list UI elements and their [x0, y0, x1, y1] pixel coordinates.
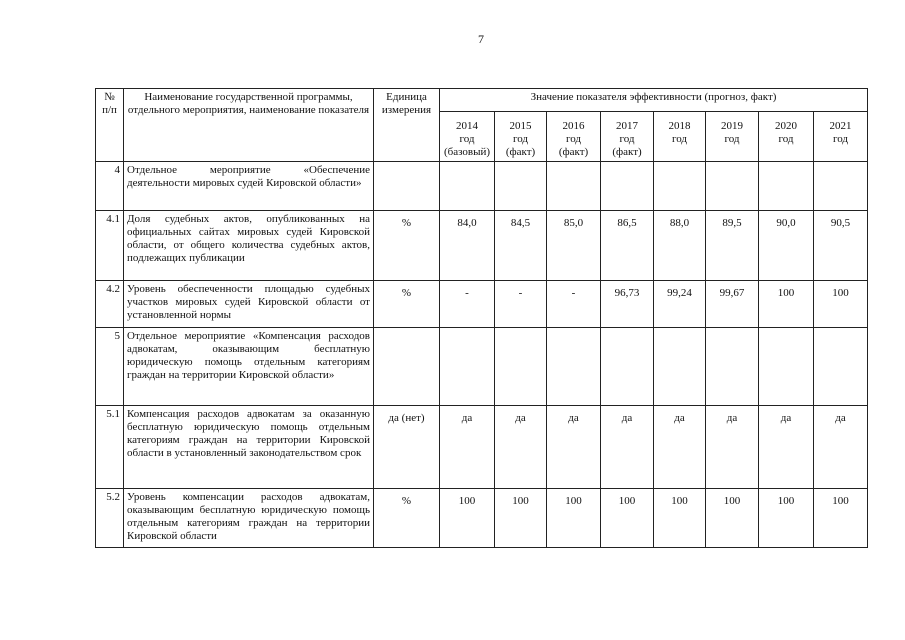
row-value-2018: 88,0: [654, 211, 706, 281]
row-value-2016: 100: [547, 489, 601, 548]
row-number: 5.1: [96, 406, 124, 489]
row-value-2017: 96,73: [601, 281, 654, 328]
row-value-2017: да: [601, 406, 654, 489]
header-year-2020: [759, 112, 814, 162]
row-value-2021: да: [814, 406, 868, 489]
table-row: [96, 281, 868, 328]
header-year-year: 2015: [509, 120, 532, 132]
row-unit: [374, 328, 440, 406]
row-indicator-name: Доля судебных актов, опубликованных на официальных сайтах мировых судей Кировской области, от общего количества судебных актов, подлежащих публикации: [124, 211, 374, 281]
header-year-year: 2021: [829, 120, 852, 132]
row-value-2015: [495, 162, 547, 211]
header-name: Наименование государственной программы, отдельного мероприятия, наименование показателя: [124, 89, 374, 162]
header-year-year: 2018: [668, 120, 691, 132]
row-value-2021: 100: [814, 489, 868, 548]
table-row: [96, 162, 868, 211]
indicators-table: [95, 88, 868, 548]
header-year-line2: год: [619, 133, 635, 145]
row-value-2016: [547, 328, 601, 406]
header-values: Значение показателя эффективности (прогноз, факт): [440, 89, 868, 112]
row-value-2016: да: [547, 406, 601, 489]
row-value-2021: [814, 328, 868, 406]
row-value-2014: [440, 328, 495, 406]
row-value-2018: 99,24: [654, 281, 706, 328]
header-year-line2: год: [833, 133, 849, 145]
header-year-year: 2017: [616, 120, 638, 132]
row-value-2015: 84,5: [495, 211, 547, 281]
header-year-line3: (базовый): [443, 146, 491, 158]
row-value-2015: -: [495, 281, 547, 328]
row-value-2014: да: [440, 406, 495, 489]
header-year-2017: [601, 112, 654, 162]
row-value-2021: 100: [814, 281, 868, 328]
row-value-2020: [759, 328, 814, 406]
header-year-line2: год: [565, 133, 582, 145]
row-number: 5: [96, 328, 124, 406]
header-year-2019: [706, 112, 759, 162]
header-year-year: 2014: [456, 120, 478, 132]
row-value-2020: 100: [759, 489, 814, 548]
header-year-line2: год: [724, 133, 740, 145]
row-value-2014: -: [440, 281, 495, 328]
header-year-line2: год: [671, 133, 688, 145]
row-number: 4: [96, 162, 124, 211]
row-value-2015: 100: [495, 489, 547, 548]
row-value-2018: 100: [654, 489, 706, 548]
row-value-2021: [814, 162, 868, 211]
row-value-2017: [601, 328, 654, 406]
row-value-2018: да: [654, 406, 706, 489]
row-unit: %: [374, 211, 440, 281]
row-value-2017: 100: [601, 489, 654, 548]
row-value-2017: [601, 162, 654, 211]
header-num: № п/п: [96, 89, 124, 162]
row-value-2019: 89,5: [706, 211, 759, 281]
header-year-line2: год: [459, 133, 475, 145]
row-value-2020: 100: [759, 281, 814, 328]
row-value-2020: [759, 162, 814, 211]
row-value-2019: [706, 162, 759, 211]
header-year-line3: (факт): [612, 146, 642, 158]
row-indicator-name: Уровень компенсации расходов адвокатам, оказывающим бесплатную юридическую помощь отдельным категориям граждан на территории Кировской области: [124, 489, 374, 548]
row-value-2019: [706, 328, 759, 406]
table-row: [96, 489, 868, 548]
row-value-2019: 99,67: [706, 281, 759, 328]
table-row: [96, 211, 868, 281]
row-indicator-name: Уровень обеспеченности площадью судебных участков мировых судей Кировской области от установленной нормы: [124, 281, 374, 328]
row-unit: [374, 162, 440, 211]
header-year-line3: (факт): [558, 146, 589, 158]
header-year-line2: год: [512, 133, 529, 145]
header-year-line2: год: [778, 133, 794, 145]
header-year-2021: [814, 112, 868, 162]
header-year-year: 2020: [775, 120, 797, 132]
row-value-2016: -: [547, 281, 601, 328]
row-indicator-name: Отдельное мероприятие «Обеспечение деятельности мировых судей Кировской области»: [124, 162, 374, 211]
header-unit: Единица измерения: [374, 89, 440, 162]
row-value-2020: 90,0: [759, 211, 814, 281]
row-unit: %: [374, 489, 440, 548]
header-year-2016: [547, 112, 601, 162]
row-value-2016: [547, 162, 601, 211]
row-value-2018: [654, 328, 706, 406]
row-value-2015: да: [495, 406, 547, 489]
page-number: 7: [478, 32, 484, 46]
row-value-2015: [495, 328, 547, 406]
row-value-2020: да: [759, 406, 814, 489]
table-row: [96, 328, 868, 406]
header-year-line3: (факт): [505, 146, 536, 158]
row-value-2021: 90,5: [814, 211, 868, 281]
row-number: 4.1: [96, 211, 124, 281]
header-year-2018: [654, 112, 706, 162]
header-year-2014: [440, 112, 495, 162]
row-value-2014: 100: [440, 489, 495, 548]
row-value-2019: 100: [706, 489, 759, 548]
row-value-2017: 86,5: [601, 211, 654, 281]
row-value-2019: да: [706, 406, 759, 489]
row-number: 5.2: [96, 489, 124, 548]
table-row: [96, 406, 868, 489]
header-year-2015: [495, 112, 547, 162]
row-value-2018: [654, 162, 706, 211]
row-unit: %: [374, 281, 440, 328]
row-indicator-name: Отдельное мероприятие «Компенсация расходов адвокатам, оказывающим бесплатную юридическую помощь отдельным категориям граждан на территории Кировской области»: [124, 328, 374, 406]
row-value-2016: 85,0: [547, 211, 601, 281]
row-number: 4.2: [96, 281, 124, 328]
row-indicator-name: Компенсация расходов адвокатам за оказанную бесплатную юридическую помощь отдельным категориям граждан на территории Кировской области в установленный законодательством срок: [124, 406, 374, 489]
header-year-year: 2019: [721, 120, 743, 132]
row-value-2014: 84,0: [440, 211, 495, 281]
row-unit: да (нет): [374, 406, 440, 489]
row-value-2014: [440, 162, 495, 211]
header-year-year: 2016: [562, 120, 585, 132]
